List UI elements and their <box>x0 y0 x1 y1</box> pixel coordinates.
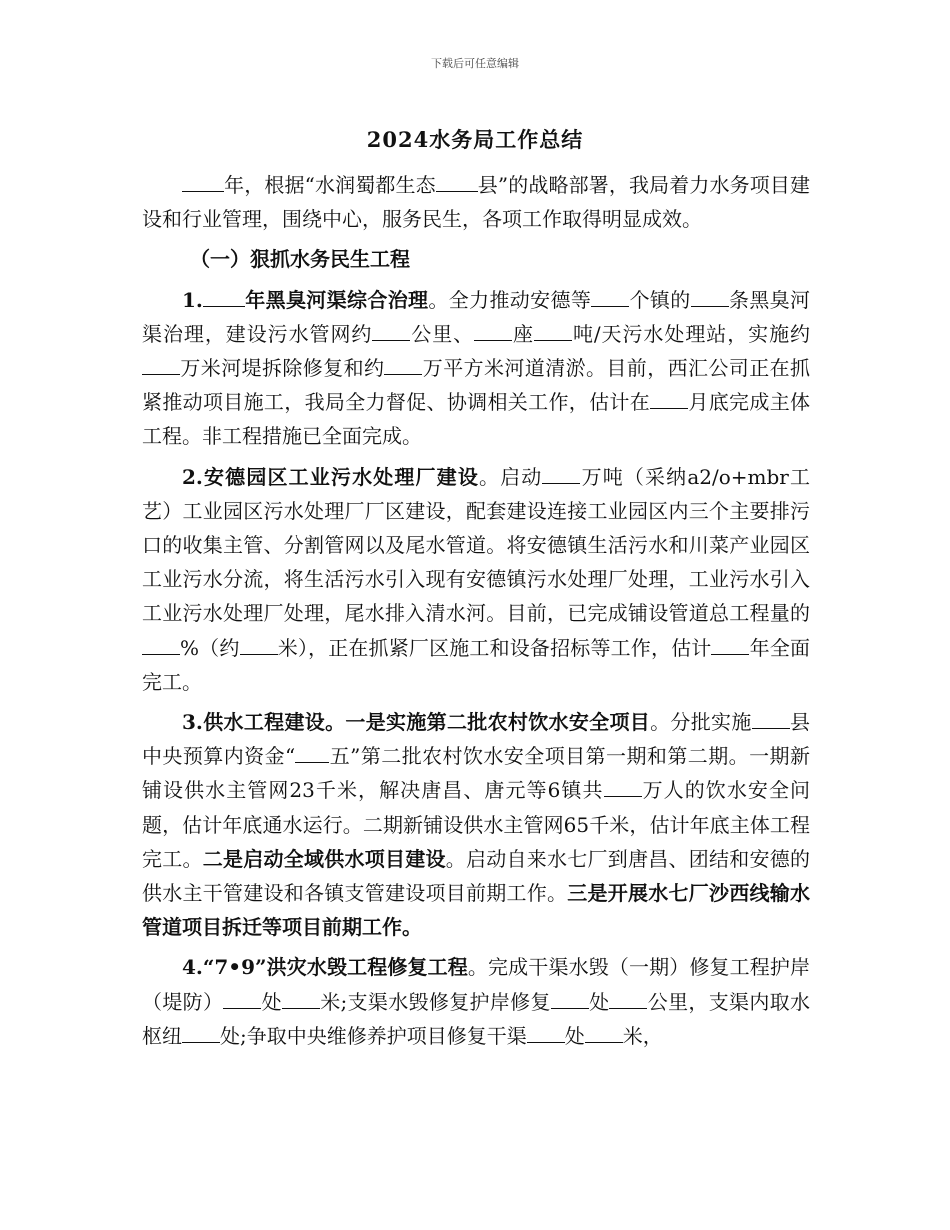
item-paragraph-3: 3.供水工程建设。一是实施第二批农村饮水安全项目。分批实施 县中央预算内资金“ 五”第二批农村饮水安全项目第一期和第二期。一期新铺设供水主管网23千米，解决唐昌、唐元等6镇共 万人的饮水安全问题，估计年底通水运行。二期新铺设供水主管网65千米，估计年底主体工程完工。二是启动全域供水项目建设。启动自来水七厂到唐昌、团结和安德的供水主干管建设和各镇支管建设项目前期工作。三是开展水七厂沙西线输水管道项目拆迁等项目前期工作。 <box>142 710 811 940</box>
blank-field <box>384 354 422 375</box>
blank-field <box>436 171 478 192</box>
blank-field <box>203 286 245 307</box>
blank-field <box>240 634 278 655</box>
header-note: 下载后可任意编辑 <box>431 57 519 70</box>
blank-field <box>142 354 180 375</box>
blank-field <box>591 286 629 307</box>
blank-field <box>474 320 512 341</box>
item-subheading: 二是启动全域供水项目建设 <box>202 846 446 871</box>
item-subheading: 三是开展水七厂沙西线输水管道项目拆迁等项目前期工作。 <box>142 881 810 940</box>
document-title: 2024水务局工作总结 <box>366 127 584 152</box>
blank-field <box>551 988 589 1009</box>
blank-field <box>650 388 688 409</box>
item-paragraph-1: 1. 年黑臭河渠综合治理。全力推动安德等 个镇的 条黑臭河渠治理，建设污水管网约 公里、 座 吨/天污水处理站，实施约万米河堤拆除修复和约 万平方米河道清淤。目前，西汇公司正在抓紧推动项目施工，我局全力督促、协调相关工作，估计在 月底完成主体工程。非工程措施已全面完成。 <box>142 287 811 449</box>
blank-field <box>752 708 790 729</box>
blank-field <box>609 988 647 1009</box>
item-subheading: 。一是实施第二批农村饮水安全项目 <box>325 710 651 735</box>
blank-field <box>282 988 320 1009</box>
blank-field <box>182 1022 220 1043</box>
blank-field <box>691 286 729 307</box>
blank-field <box>527 1022 565 1043</box>
item-paragraph-4: 4.“7•9”洪灾水毁工程修复工程。完成干渠水毁（一期）修复工程护岸（堤防） 处 米;支渠水毁修复护岸修复 处 公里，支渠内取水枢纽 处;争取中央维修养护项目修复干渠 处 米， <box>142 955 811 1048</box>
item-heading: 4.“7•9”洪灾水毁工程修复工程 <box>182 955 468 980</box>
blank-field <box>542 463 580 484</box>
blank-field <box>711 634 749 655</box>
blank-field <box>585 1022 623 1043</box>
section-heading: （一）狠抓水务民生工程 <box>190 247 410 272</box>
item-paragraph-2: 2.安德园区工业污水处理厂建设。启动 万吨（采纳a2/o+mbr工艺）工业园区污水处理厂厂区建设，配套建设连接工业园区内三个主要排污口的收集主管、分割管网以及尾水管道。将安德镇生活污水和川菜产业园区工业污水分流，将生活污水引入现有安德镇污水处理厂处理，工业污水引入工业污水处理厂处理，尾水排入清水河。目前，已完成铺设管道总工程量的%（约 米），正在抓紧厂区施工和设备招标等工作，估计 年全面完工。 <box>142 464 810 694</box>
item-heading: 2.安德园区工业污水处理厂建设 <box>182 464 479 489</box>
item-heading: 3.供水工程建设 <box>182 710 326 735</box>
blank-field <box>372 320 410 341</box>
blank-field <box>223 988 261 1009</box>
blank-field <box>182 171 224 192</box>
document-body <box>142 168 810 1053</box>
blank-field <box>295 742 329 763</box>
blank-field <box>604 776 642 797</box>
blank-field <box>534 320 572 341</box>
intro-paragraph: 年，根据“水润蜀都生态 县”的战略部署，我局着力水务项目建设和行业管理，围绕中心，服务民生，各项工作取得明显成效。 <box>142 173 810 232</box>
blank-field <box>142 634 180 655</box>
item-heading: 1. 年黑臭河渠综合治理 <box>182 287 429 312</box>
